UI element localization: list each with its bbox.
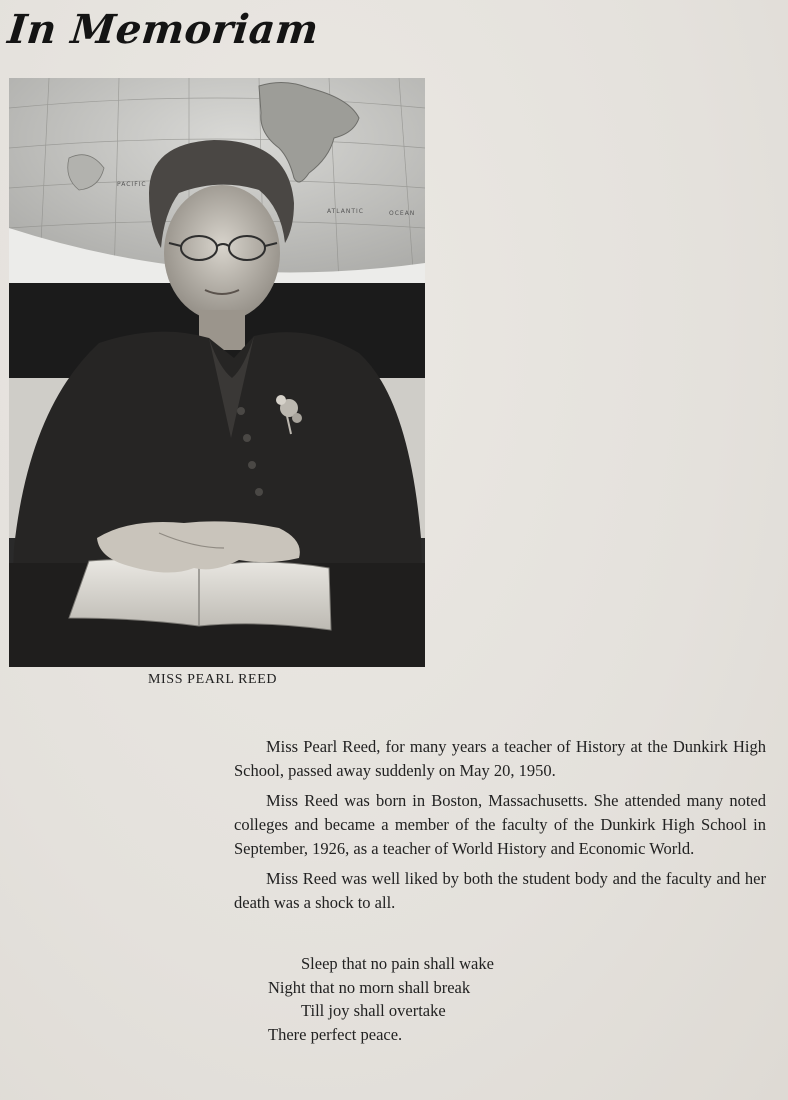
article-paragraph: Miss Reed was born in Boston, Massachusetts. She attended many noted colleges and became a member of the faculty of the Dunkirk High School in September, 1926, as a teacher of World History and Economic World. <box>234 791 766 858</box>
poem-line: Night that no morn shall break <box>268 977 471 997</box>
poem-line: There perfect peace. <box>268 1024 403 1044</box>
article-paragraph: Miss Reed was well liked by both the student body and the faculty and her death was a shock to all. <box>234 869 766 912</box>
article-paragraph: Miss Pearl Reed, for many years a teacher of History at the Dunkirk High School, passed away suddenly on May 20, 1950. <box>234 737 766 780</box>
portrait-photo <box>9 78 425 667</box>
poem-line: Till joy shall overtake <box>301 1001 446 1020</box>
page-title: In Memoriam <box>5 6 321 53</box>
portrait-photo-drawing <box>9 78 425 667</box>
memorial-poem <box>268 952 494 1046</box>
map-label-ocean: OCEAN <box>389 210 416 217</box>
memorial-article <box>234 735 766 921</box>
map-label-atlantic: ATLANTIC <box>327 208 365 215</box>
photo-caption: MISS PEARL REED <box>148 672 278 687</box>
poem-line: Sleep that no pain shall wake <box>301 954 494 973</box>
map-label-pacific: PACIFIC <box>117 181 147 188</box>
